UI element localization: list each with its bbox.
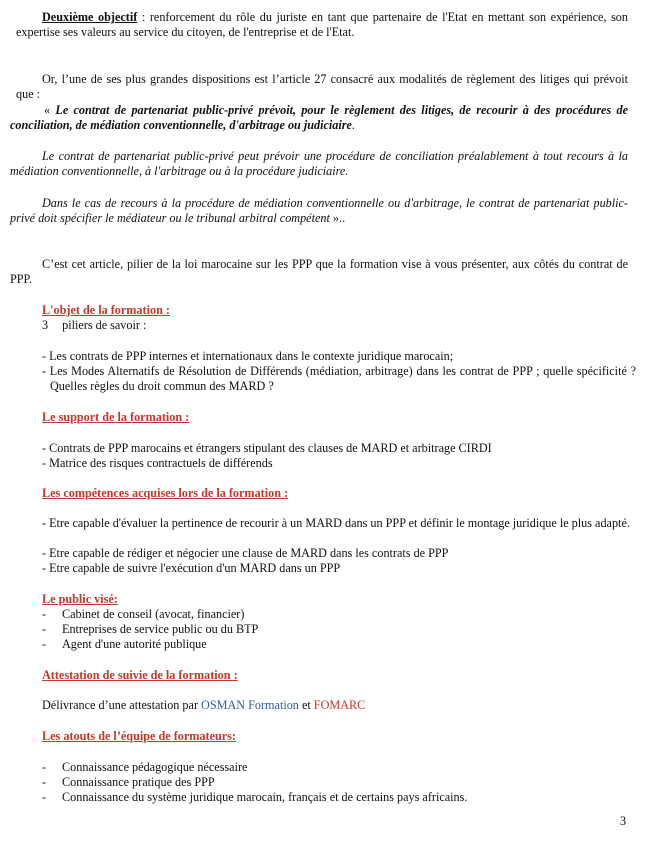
public-item-3: - Agent d'une autorité publique xyxy=(42,637,207,651)
fomarc-name: FOMARC xyxy=(313,698,366,712)
atouts-item-1: - Connaissance pédagogique nécessaire xyxy=(42,760,248,774)
atouts-item-2-text: Connaissance pratique des PPP xyxy=(62,775,215,789)
attestation-heading: Attestation de suivie de la formation : xyxy=(42,668,238,682)
support-heading: Le support de la formation : xyxy=(42,410,190,424)
support-item-2: - Matrice des risques contractuels de différends xyxy=(42,456,273,470)
objet-heading: L'objet de la formation : xyxy=(42,303,170,317)
competences-item-3: - Etre capable de suivre l'exécution d'un MARD dans un PPP xyxy=(42,561,341,575)
objet-count-line xyxy=(42,318,146,333)
article-para3 xyxy=(10,196,628,226)
objet-count: 3 xyxy=(42,318,49,332)
attestation-line xyxy=(42,698,365,713)
osman-formation: Formation xyxy=(245,698,299,712)
public-item-3-text: Agent d'une autorité publique xyxy=(62,637,207,651)
public-heading: Le public visé: xyxy=(42,592,118,606)
public-item-2-text: Entreprises de service public ou du BTP xyxy=(62,622,259,636)
para3-end: ».. xyxy=(329,211,346,225)
intro-text: : renforcement du rôle du juriste en tant que partenaire de l'Etat en mettant son expérience, son expertise ses valeurs au service du citoyen, de l'entreprise et de l'Etat. xyxy=(16,10,628,39)
article-para2 xyxy=(10,149,628,179)
objet-count-label: piliers de savoir : xyxy=(62,318,147,332)
atouts-item-2: - Connaissance pratique des PPP xyxy=(42,775,215,789)
quote-open-mark: « xyxy=(44,103,56,117)
public-item-2: - Entreprises de service public ou du BTP xyxy=(42,622,259,636)
para3-text: Dans le cas de recours à la procédure de médiation conventionnelle ou d'arbitrage, le contrat de partenariat public-privé doit spécifier le médiateur ou le tribunal arbitral compétent xyxy=(10,196,628,225)
atouts-item-3: - Connaissance du système juridique marocain, français et de certains pays africains. xyxy=(42,790,468,804)
article-lead xyxy=(16,72,628,102)
competences-item-1: - Etre capable d'évaluer la pertinence de recourir à un MARD dans un PPP et définir le montage juridique le plus adapté. xyxy=(42,516,630,530)
para2-text: Le contrat de partenariat public-privé peut prévoir une procédure de conciliation préalablement à tout recours à la médiation conventionnelle, à l'arbitrage ou à la procédure judiciaire. xyxy=(10,149,628,178)
intro-label: Deuxième objectif xyxy=(42,10,138,24)
conclusion-text: C’est cet article, pilier de la loi marocaine sur les PPP que la formation vise à vous présenter, aux côtés du contrat de PPP. xyxy=(10,257,628,286)
attestation-text: Délivrance d’une attestation par xyxy=(42,698,202,712)
quote-bold-end: . xyxy=(351,118,355,132)
public-item-1-text: Cabinet de conseil (avocat, financier) xyxy=(62,607,245,621)
osman-name: OSMAN xyxy=(201,698,246,712)
competences-item-2: - Etre capable de rédiger et négocier une clause de MARD dans les contrats de PPP xyxy=(42,546,449,560)
atouts-item-1-text: Connaissance pédagogique nécessaire xyxy=(62,760,248,774)
objet-item-1: - Les contrats de PPP internes et internationaux dans le contexte juridique marocain; xyxy=(42,349,454,363)
competences-heading: Les compétences acquises lors de la formation : xyxy=(42,486,289,500)
objet-item-2: - Les Modes Alternatifs de Résolution de Différends (médiation, arbitrage) dans les contrat de PPP ; quelle spécificité ? Quelles règles du droit commun des MARD ? xyxy=(42,364,636,393)
atouts-heading: Les atouts de l’équipe de formateurs: xyxy=(42,729,236,743)
support-item-1: - Contrats de PPP marocains et étrangers stipulant des clauses de MARD et arbitrage CIRDI xyxy=(42,441,492,455)
attestation-join: et xyxy=(298,698,314,712)
page-number: 3 xyxy=(620,814,627,828)
article-quote xyxy=(10,103,628,133)
quote-bold-text: Le contrat de partenariat public-privé prévoit, pour le règlement des litiges, de recourir à des procédures de conciliation, de médiation conventionnelle, d'arbitrage ou judiciaire xyxy=(10,103,628,132)
intro-paragraph xyxy=(16,10,628,40)
article-conclusion xyxy=(10,257,628,287)
public-item-1: - Cabinet de conseil (avocat, financier) xyxy=(42,607,245,621)
atouts-item-3-text: Connaissance du système juridique marocain, français et de certains pays africains. xyxy=(62,790,468,804)
article-lead-text: Or, l’une de ses plus grandes dispositions est l’article 27 consacré aux modalités de règlement des litiges qui prévoit que : xyxy=(16,72,628,101)
